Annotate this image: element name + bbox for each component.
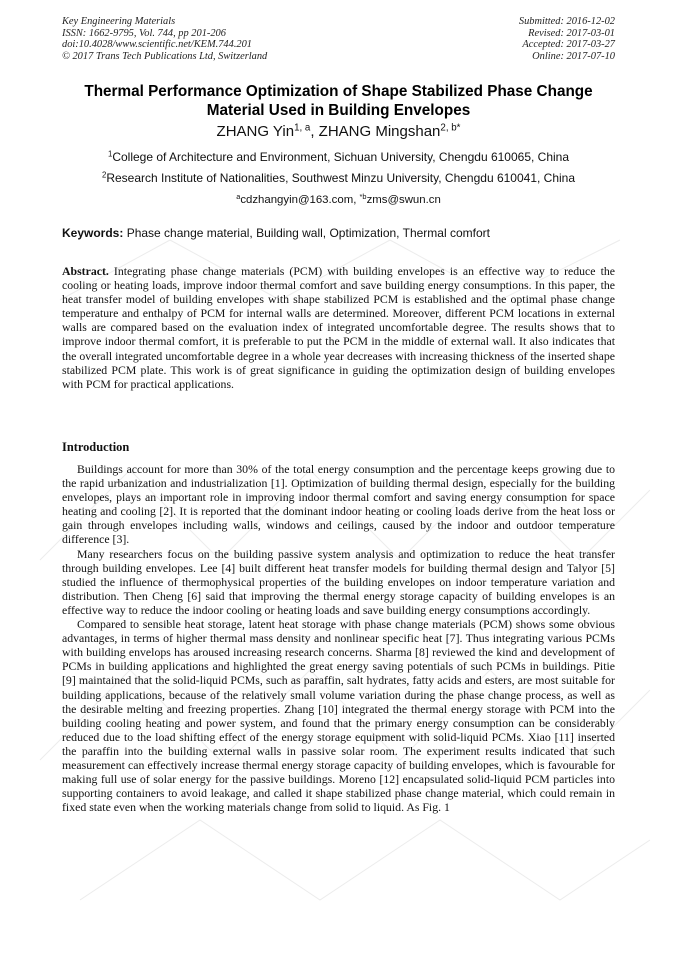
date-submitted: Submitted: 2016-12-02 <box>518 16 615 27</box>
title-line-1: Thermal Performance Optimization of Shape Stabilized Phase Change <box>84 83 593 100</box>
author-superscript: 1, a <box>294 122 311 134</box>
author-name: ZHANG Mingshan <box>318 123 441 140</box>
date-online: Online: 2017-07-10 <box>532 50 615 62</box>
paper-title <box>62 82 615 120</box>
abstract-label: Abstract. <box>62 264 109 278</box>
date-accepted: Accepted: 2017-03-27 <box>522 39 615 51</box>
affiliation-superscript: 1 <box>107 149 113 159</box>
paragraph: Compared to sensible heat storage, latent heat storage with phase change materials (PCM) shows some obvious advantages, in terms of higher thermal mass density and nonlinear specific heat [7]. Thus integrating various PCMs with building envelops has aroused increasing research concerns. Sharma [8] reviewed the kind and development of PCMs in building applications and highlighted the great energy saving potentials of such PCMs in buildings. Pitie [9] maintained that the solid-liquid PCMs, such as paraffin, salt hydrates, fatty acids and esters, are most suitable for building applications, because of the relatively small volume variation during the phase change process, as well as the desirable melting and freezing properties. Zhang [10] integrated the thermal energy storage with PCM into the building cooling heating and power system, and found that the primary energy consumption can be considerably reduced due to the load shifting effect of the energy storage equipment with solid-liquid PCMs. Xiao [11] inserted the paraffin into the building external walls in passive solar room. The experiment results indicated that such measurement can effectively increase thermal energy storage capacity of building envelopes, which is favourable for making full use of solar energy for the passive buildings. Moreno [12] encapsulated solid-liquid PCM particles into supporting containers to avoid leakage, and called it shape stabilized phase change material, which could remain in fixed state even when the working materials change from solid to liquid. As Fig. 1 <box>62 617 615 815</box>
keywords-text: Phase change material, Building wall, Optimization, Thermal comfort <box>123 226 490 240</box>
date-revised: Revised: 2017-03-01 <box>528 27 615 39</box>
section-heading-introduction: Introduction <box>62 440 130 454</box>
email-link[interactable]: zms@swun.cn <box>366 194 441 206</box>
author-separator: , <box>310 123 319 140</box>
email-superscript: a <box>236 191 241 201</box>
header-right <box>519 16 615 62</box>
keywords <box>62 226 615 240</box>
affiliation-text: College of Architecture and Environment, Sichuan University, Chengdu 610065, China <box>112 150 570 164</box>
journal-issn: ISSN: 1662-9795, Vol. 744, pp 201-206 <box>62 27 226 39</box>
journal-name: Key Engineering Materials <box>62 16 176 27</box>
author-emails <box>62 193 615 207</box>
affiliation-text: Research Institute of Nationalities, Southwest Minzu University, Chengdu 610041, China <box>106 171 576 185</box>
email-link[interactable]: cdzhangyin@163.com, <box>240 194 360 206</box>
affiliation-2 <box>62 171 615 185</box>
introduction-body <box>62 462 615 814</box>
email-superscript: *b <box>359 191 367 201</box>
journal-copyright: © 2017 Trans Tech Publications Ltd, Switzerland <box>62 50 268 62</box>
affiliation-superscript: 2 <box>101 170 107 180</box>
journal-doi: doi:10.4028/www.scientific.net/KEM.744.201 <box>62 39 252 51</box>
title-line-2: Material Used in Building Envelopes <box>206 102 471 119</box>
author-list <box>62 122 615 142</box>
abstract <box>62 264 615 391</box>
keywords-label: Keywords: <box>62 226 124 240</box>
abstract-text: Integrating phase change materials (PCM) with building envelopes is an effective way to reduce the cooling or heating loads, improve indoor thermal comfort and save building energy consumptions. In this paper, the heat transfer model of building envelopes with shape stabilized PCM is established and the optimal phase change temperature and enthalpy of PCM for internal walls are determined. Moreover, different PCM locations in external walls are compared based on the evaluation index of integrated uncomfortable degree. The results shows that to improve indoor thermal comfort, it is preferable to put the PCM in the middle of external wall. It also indicates that the overall integrated uncomfortable degree in a whole year decreases with increasing thickness of the inserted shape stabilized PCM plate. This work is of great significance in guiding the optimization design of building envelopes with PCM for practical applications. <box>62 264 615 391</box>
paragraph: Many researchers focus on the building passive system analysis and optimization to reduce the heat transfer through building envelopes. Lee [4] built different heat transfer models for building thermal design and Talyor [5] studied the influence of thermophysical properties of the building envelopes on indoor temperature variation and distribution. Then Cheng [6] said that improving the thermal energy storage capacity of building envelopes is an effective way to reduce the indoor cooling or heating loads and save building energy consumptions accordingly. <box>62 546 615 617</box>
affiliation-1 <box>62 150 615 164</box>
author-superscript: 2, b* <box>440 122 461 134</box>
paragraph: Buildings account for more than 30% of the total energy consumption and the percentage keeps growing due to the rapid urbanization and industrialization [1]. Optimization of building thermal design, especially for the building envelopes, plays an important role in improving indoor thermal comfort and saving energy consumption for space heating and cooling [2]. It is reported that the dominant indoor heating or cooling loads derive from the heat loss or gain through envelopes including walls, windows and ceilings, caused by the indoor and outdoor temperature difference [3]. <box>62 462 615 547</box>
header-left <box>62 16 267 62</box>
author-name: ZHANG Yin <box>216 123 295 140</box>
